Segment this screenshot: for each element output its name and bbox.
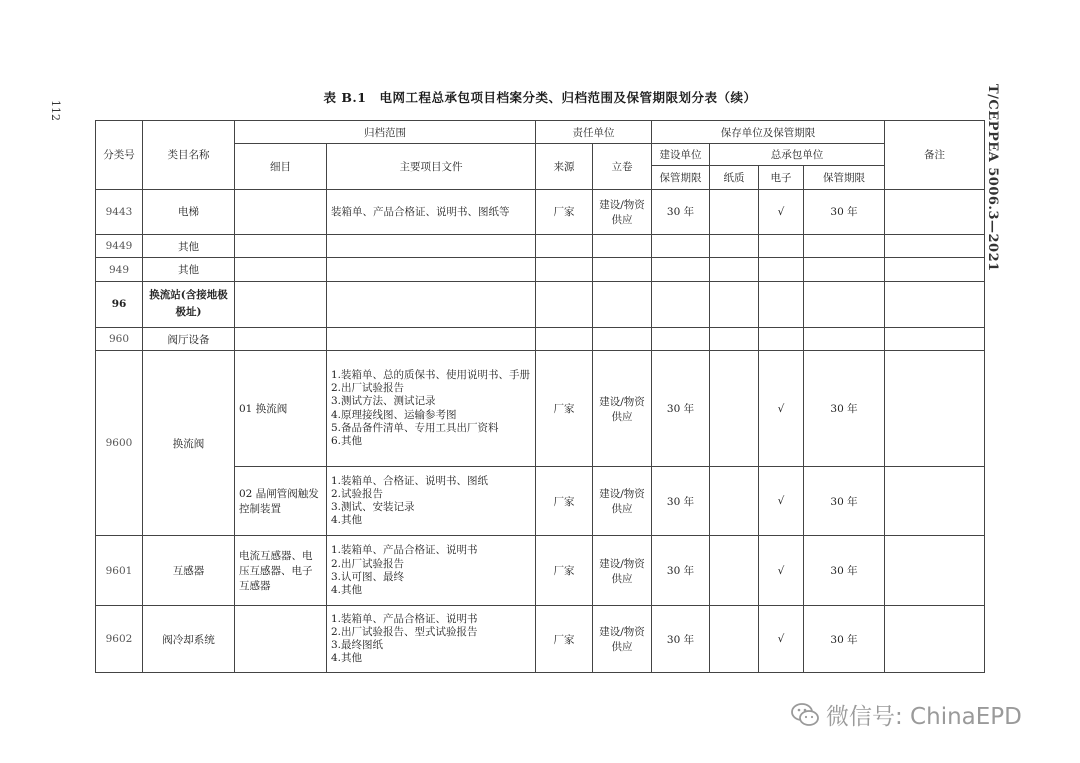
table-row — [96, 351, 985, 466]
source: 厂家 — [536, 351, 593, 466]
table-row — [96, 189, 985, 234]
header-retention-period-epc: 保管期限 — [804, 166, 885, 189]
page-number: 112 — [49, 100, 62, 121]
electronic-check: √ — [759, 189, 804, 234]
detail-cell — [235, 189, 327, 234]
header-electronic: 电子 — [759, 166, 804, 189]
header-category-name: 类目名称 — [143, 121, 235, 190]
construction-period: 30 年 — [652, 189, 710, 234]
electronic-check: √ — [759, 351, 804, 466]
header-retention: 保存单位及保管期限 — [652, 121, 885, 144]
header-responsible-unit: 责任单位 — [536, 121, 652, 144]
class-code: 9602 — [96, 606, 143, 673]
detail-cell: 02 晶闸管阀触发控制装置 — [235, 466, 327, 536]
source: 厂家 — [536, 189, 593, 234]
header-filing: 立卷 — [593, 144, 652, 189]
construction-period: 30 年 — [652, 536, 710, 606]
header-remarks: 备注 — [885, 121, 985, 190]
epc-period: 30 年 — [804, 536, 885, 606]
class-code: 96 — [96, 281, 143, 328]
archive-table — [95, 120, 985, 673]
source: 厂家 — [536, 466, 593, 536]
electronic-check: √ — [759, 466, 804, 536]
class-code: 9601 — [96, 536, 143, 606]
construction-period: 30 年 — [652, 466, 710, 536]
source: 厂家 — [536, 606, 593, 673]
epc-period: 30 年 — [804, 351, 885, 466]
category-name: 其他 — [143, 258, 235, 281]
category-name: 阀厅设备 — [143, 328, 235, 351]
header-epc-unit: 总承包单位 — [710, 144, 885, 166]
class-code: 9449 — [96, 235, 143, 258]
table-row — [96, 606, 985, 673]
main-files: 1.装箱单、产品合格证、说明书 2.出厂试验报告 3.认可图、最终 4.其他 — [327, 536, 536, 606]
table-row — [96, 258, 985, 281]
main-files: 1.装箱单、总的质保书、使用说明书、手册 2.出厂试验报告 3.测试方法、测试记录 4.原理接线图、运输参考图 5.备品备件清单、专用工具出厂资料 6.其他 — [327, 351, 536, 466]
header-archive-scope: 归档范围 — [235, 121, 536, 144]
main-files: 1.装箱单、产品合格证、说明书 2.出厂试验报告、型式试验报告 3.最终图纸 4.其他 — [327, 606, 536, 673]
watermark-text: 微信号: ChinaEPD — [826, 704, 1022, 730]
wechat-watermark — [790, 698, 1022, 731]
main-files: 1.装箱单、合格证、说明书、图纸 2.试验报告 3.测试、安装记录 4.其他 — [327, 466, 536, 536]
standard-code: T/CEPPEA 5006.3—2021 — [985, 84, 1000, 272]
class-code: 9443 — [96, 189, 143, 234]
category-name: 电梯 — [143, 189, 235, 234]
filing: 建设/物资供应 — [593, 189, 652, 234]
category-name: 换流阀 — [143, 351, 235, 536]
filing: 建设/物资供应 — [593, 466, 652, 536]
table-row — [96, 536, 985, 606]
table-row — [96, 328, 985, 351]
electronic-check: √ — [759, 536, 804, 606]
category-name: 换流站(含接地极极址) — [143, 281, 235, 328]
category-name: 其他 — [143, 235, 235, 258]
header-paper: 纸质 — [710, 166, 759, 189]
construction-period: 30 年 — [652, 351, 710, 466]
remarks-cell — [885, 189, 985, 234]
filing: 建设/物资供应 — [593, 606, 652, 673]
epc-period: 30 年 — [804, 189, 885, 234]
source: 厂家 — [536, 536, 593, 606]
filing: 建设/物资供应 — [593, 351, 652, 466]
table-title: 表 B.1 电网工程总承包项目档案分类、归档范围及保管期限划分表（续） — [323, 90, 757, 105]
header-main-files: 主要项目文件 — [327, 144, 536, 189]
category-name: 互感器 — [143, 536, 235, 606]
table-row — [96, 281, 985, 328]
main-files: 装箱单、产品合格证、说明书、图纸等 — [327, 189, 536, 234]
epc-period: 30 年 — [804, 466, 885, 536]
header-source: 来源 — [536, 144, 593, 189]
detail-cell: 01 换流阀 — [235, 351, 327, 466]
class-code: 9600 — [96, 351, 143, 536]
class-code: 949 — [96, 258, 143, 281]
paper-cell — [710, 189, 759, 234]
filing: 建设/物资供应 — [593, 536, 652, 606]
electronic-check: √ — [759, 606, 804, 673]
wechat-icon — [790, 700, 820, 730]
class-code: 960 — [96, 328, 143, 351]
construction-period: 30 年 — [652, 606, 710, 673]
header-construction-unit: 建设单位 — [652, 144, 710, 166]
header-classification-no: 分类号 — [96, 121, 143, 190]
header-detail: 细目 — [235, 144, 327, 189]
category-name: 阀冷却系统 — [143, 606, 235, 673]
detail-cell: 电流互感器、电压互感器、电子互感器 — [235, 536, 327, 606]
header-retention-period: 保管期限 — [652, 166, 710, 189]
epc-period: 30 年 — [804, 606, 885, 673]
table-row — [96, 235, 985, 258]
